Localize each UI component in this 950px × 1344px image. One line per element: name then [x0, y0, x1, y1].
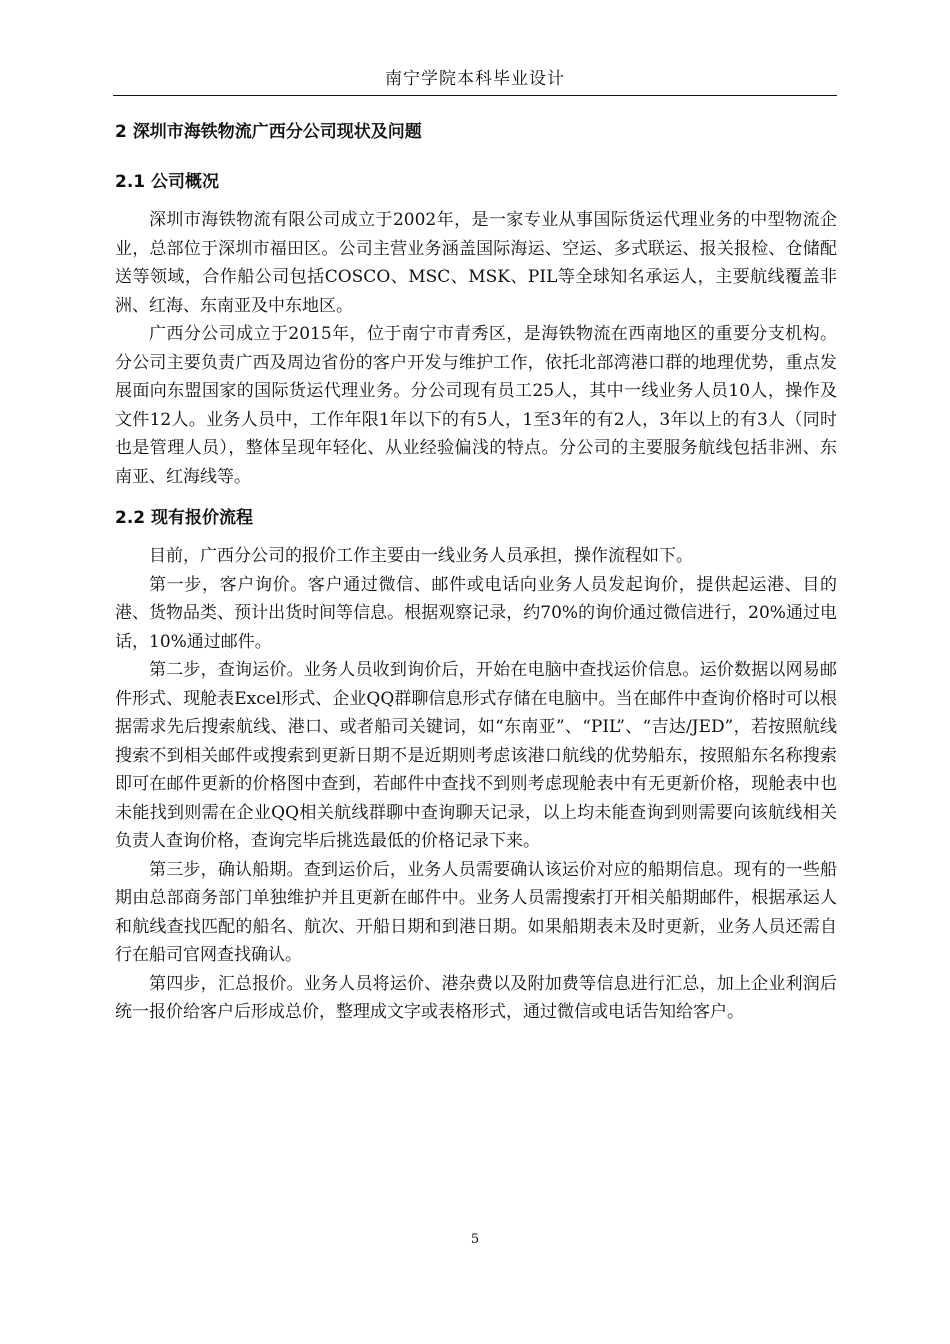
chapter-heading: 2 深圳市海铁物流广西分公司现状及问题 — [115, 122, 422, 142]
paragraph: 广西分公司成立于2015年，位于南宁市青秀区，是海铁物流在西南地区的重要分支机构。分公司主要负责广西及周边省份的客户开发与维护工作，依托北部湾港口群的地理优势，重点发展面向东盟国家的国际货运代理业务。分公司现有员工25人，其中一线业务人员10人，操作及文件12人。业务人员中，工作年限1年以下的有5人，1至3年的有2人，3年以上的有3人（同时也是管理人员），整体呈现年轻化、从业经验偏浅的特点。分公司的主要服务航线包括非洲、东南亚、红海线等。 — [115, 324, 837, 487]
section-heading-2-2: 2.2 现有报价流程 — [115, 508, 254, 528]
paragraph: 第四步，汇总报价。业务人员将运价、港杂费以及附加费等信息进行汇总，加上企业利润后统一报价给客户后形成总价，整理成文字或表格形式，通过微信或电话告知给客户。 — [115, 973, 837, 1022]
header-divider — [113, 95, 837, 96]
page-content — [115, 118, 837, 1027]
paragraph: 目前，广西分公司的报价工作主要由一线业务人员承担，操作流程如下。 — [149, 546, 693, 566]
page-number: 5 — [470, 1232, 480, 1247]
paragraph: 深圳市海铁物流有限公司成立于2002年，是一家专业从事国际货运代理业务的中型物流企业，总部位于深圳市福田区。公司主营业务涵盖国际海运、空运、多式联运、报关报检、仓储配送等领域，合作船公司包括COSCO、MSC、MSK、PIL等全球知名承运人，主要航线覆盖非洲、红海、东南亚及中东地区。 — [115, 210, 837, 316]
running-header: 南宁学院本科毕业设计 — [385, 69, 565, 89]
section-heading-2-1: 2.1 公司概况 — [115, 172, 220, 192]
paragraph: 第一步，客户询价。客户通过微信、邮件或电话向业务人员发起询价，提供起运港、目的港、货物品类、预计出货时间等信息。根据观察记录，约70%的询价通过微信进行，20%通过电话，10%通过邮件。 — [115, 574, 837, 652]
paragraph: 第三步，确认船期。查到运价后，业务人员需要确认该运价对应的船期信息。现有的一些船期由总部商务部门单独维护并且更新在邮件中。业务人员需搜索打开相关船期邮件，根据承运人和航线查找匹配的船名、航次、开船日期和到港日期。如果船期表未及时更新，业务人员还需自行在船司官网查找确认。 — [115, 859, 837, 965]
paragraph: 第二步，查询运价。业务人员收到询价后，开始在电脑中查找运价信息。运价数据以网易邮件形式、现舱表Excel形式、企业QQ群聊信息形式存储在电脑中。当在邮件中查询价格时可以根据需求先后搜索航线、港口、或者船司关键词，如“东南亚”、“PIL”、“吉达/JED”，若按照航线搜索不到相关邮件或搜索到更新日期不是近期则考虑该港口航线的优势船东，按照船东名称搜索即可在邮件更新的价格图中查到，若邮件中查找不到则考虑现舱表中有无更新价格，现舱表中也未能找到则需在企业QQ相关航线群聊中查询聊天记录，以上均未能查询到则需要向该航线相关负责人查询价格，查询完毕后挑选最低的价格记录下来。 — [115, 660, 837, 851]
section-gap — [115, 491, 837, 504]
